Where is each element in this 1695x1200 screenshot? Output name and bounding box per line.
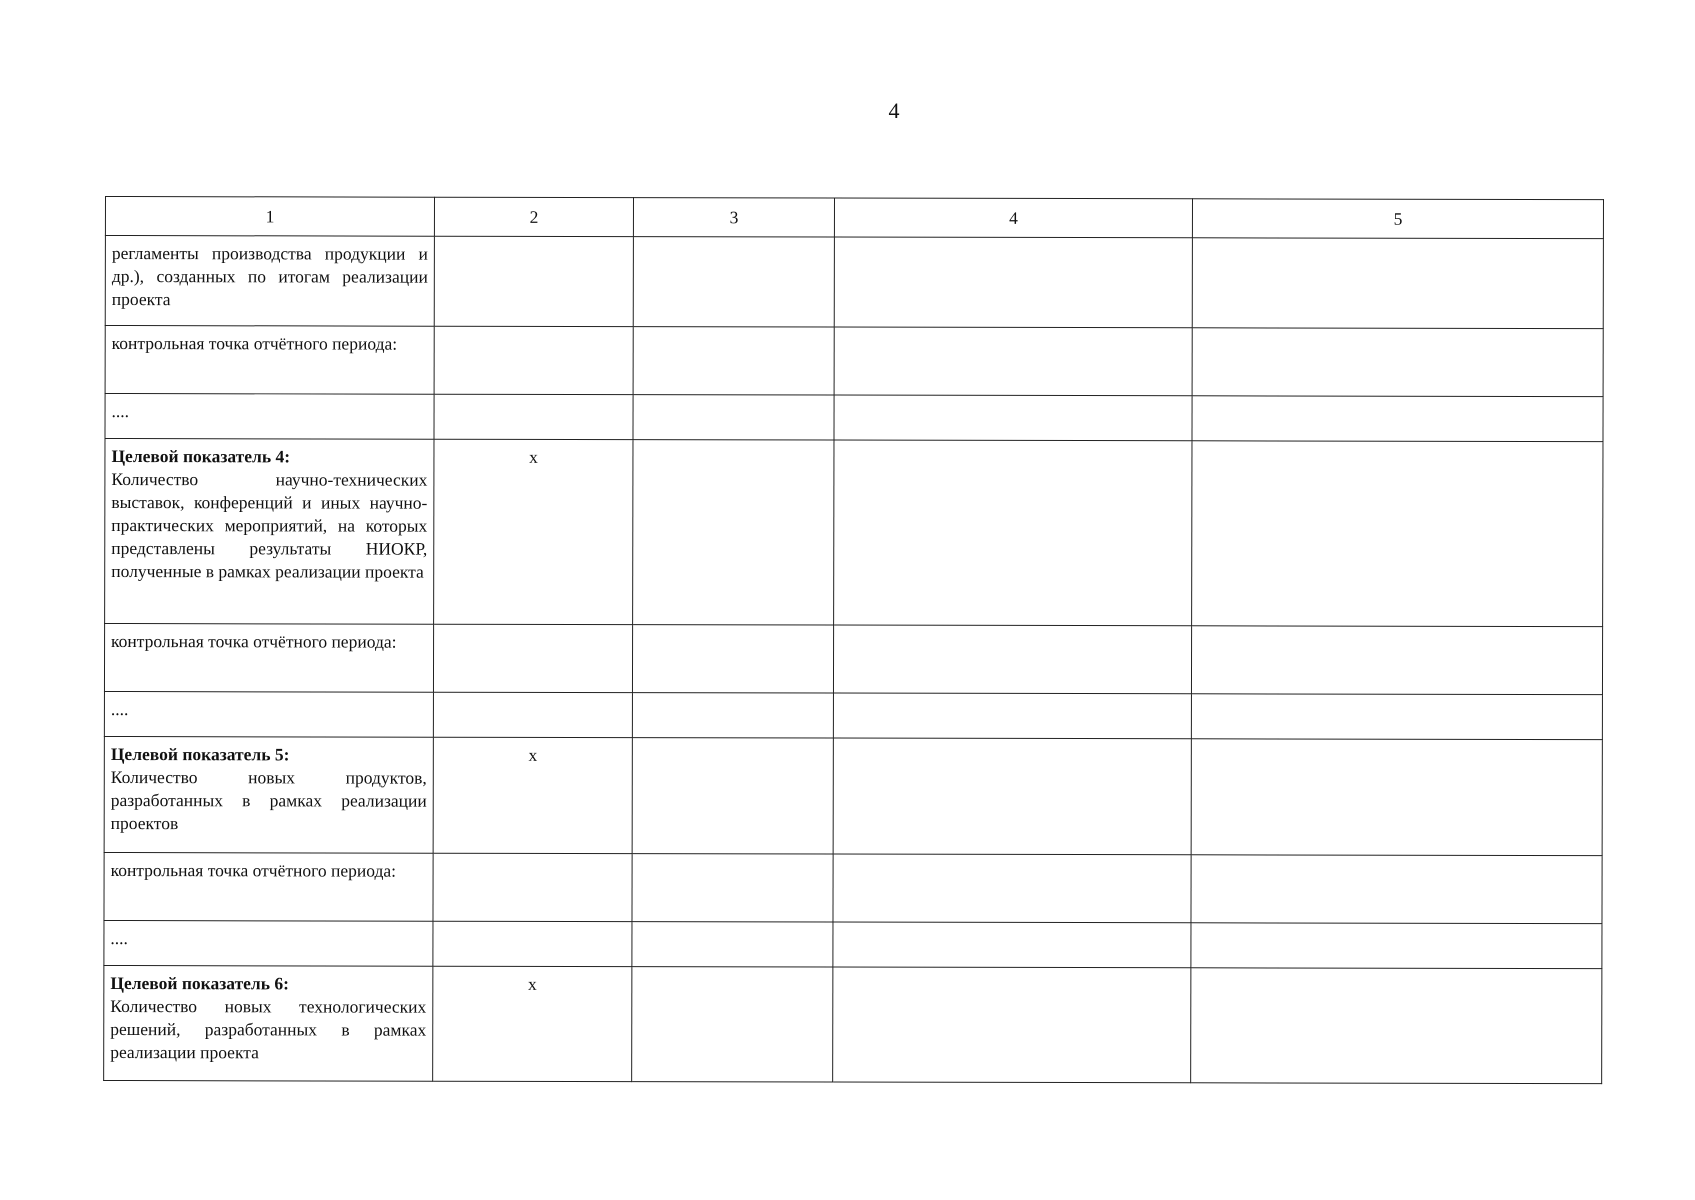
cell-col3 bbox=[632, 693, 833, 738]
indicator-title: Целевой показатель 6: bbox=[110, 973, 289, 994]
indicator-title: Целевой показатель 4: bbox=[111, 446, 291, 467]
cell-col2 bbox=[434, 394, 633, 439]
cell-col4 bbox=[834, 395, 1192, 441]
table-header-row bbox=[105, 197, 1603, 239]
cell-col5 bbox=[1191, 968, 1602, 1084]
control-point-label: контрольная точка отчётного периода: bbox=[105, 326, 434, 395]
cell-col2 bbox=[433, 853, 632, 921]
cell-col5 bbox=[1192, 238, 1603, 329]
cell-col5 bbox=[1191, 855, 1602, 924]
cell-col4 bbox=[833, 967, 1191, 1083]
table-row bbox=[104, 920, 1602, 968]
cell-col5 bbox=[1192, 396, 1603, 442]
cell-col5 bbox=[1191, 626, 1602, 695]
row-label: регламенты производства продукции и др.), созданных по итогам реализации проекта bbox=[105, 236, 434, 327]
cell-col4 bbox=[834, 440, 1192, 626]
cell-col2 bbox=[433, 966, 632, 1081]
x-mark: x bbox=[529, 446, 538, 467]
cell-col2 bbox=[433, 737, 632, 853]
column-header-4: 4 bbox=[834, 198, 1192, 238]
cell-col3 bbox=[632, 854, 833, 922]
indicator-description: Количество научно-технических выставок, конференций и иных научно-практических мероприятий, на которых представлены результаты НИОКР, полученные в рамках реализации проекта bbox=[111, 469, 428, 582]
cell-col5 bbox=[1191, 739, 1602, 856]
cell-col3 bbox=[632, 967, 833, 1082]
table-row bbox=[105, 236, 1603, 329]
cell-col5 bbox=[1191, 694, 1602, 740]
cell-col4 bbox=[833, 922, 1191, 968]
control-point-label: контрольная точка отчётного периода: bbox=[104, 852, 433, 921]
table-row bbox=[104, 691, 1602, 739]
indicator-cell bbox=[105, 439, 434, 625]
cell-col5 bbox=[1192, 328, 1603, 397]
indicator-description: Количество новых технологических решений, разработанных в рамках реализации проекта bbox=[110, 996, 427, 1063]
indicator-title: Целевой показатель 5: bbox=[110, 744, 290, 765]
cell-col2 bbox=[433, 624, 632, 692]
cell-col2 bbox=[433, 921, 632, 966]
cell-col2 bbox=[433, 692, 632, 737]
cell-col3 bbox=[632, 738, 833, 854]
indicator-description: Количество новых продуктов, разработанных в рамках реализации проектов bbox=[110, 767, 427, 834]
table-row bbox=[104, 852, 1602, 923]
x-mark: x bbox=[527, 973, 537, 994]
control-point-label: контрольная точка отчётного периода: bbox=[104, 624, 433, 693]
cell-col2 bbox=[434, 439, 633, 624]
cell-col4 bbox=[833, 693, 1191, 739]
cell-col3 bbox=[633, 440, 834, 625]
column-header-5: 5 bbox=[1192, 199, 1603, 239]
cell-col5 bbox=[1191, 923, 1602, 969]
page-number: 4 bbox=[888, 98, 900, 123]
cell-col2 bbox=[434, 326, 633, 394]
cell-col4 bbox=[833, 738, 1191, 855]
cell-col3 bbox=[633, 237, 834, 327]
table-row bbox=[104, 736, 1602, 855]
column-header-1: 1 bbox=[105, 197, 434, 237]
indicators-table bbox=[103, 196, 1604, 1084]
cell-col2 bbox=[434, 236, 633, 326]
cell-col4 bbox=[834, 327, 1192, 396]
column-header-3: 3 bbox=[633, 198, 834, 237]
cell-col3 bbox=[633, 327, 834, 395]
indicator-cell bbox=[104, 736, 433, 853]
ellipsis-label: .... bbox=[105, 394, 434, 440]
cell-col4 bbox=[833, 854, 1191, 923]
cell-col5 bbox=[1192, 441, 1603, 627]
table-row bbox=[105, 326, 1603, 397]
table-row bbox=[105, 439, 1603, 627]
cell-col3 bbox=[632, 625, 833, 693]
indicator-cell bbox=[104, 965, 433, 1081]
ellipsis-label: .... bbox=[104, 920, 433, 966]
x-mark: x bbox=[528, 744, 538, 765]
table-row bbox=[105, 394, 1603, 442]
cell-col4 bbox=[834, 237, 1192, 328]
table-row bbox=[104, 624, 1602, 695]
cell-col3 bbox=[633, 395, 834, 440]
table-row bbox=[104, 965, 1602, 1083]
cell-col3 bbox=[632, 922, 833, 967]
cell-col4 bbox=[833, 625, 1191, 694]
ellipsis-label: .... bbox=[104, 691, 433, 737]
column-header-2: 2 bbox=[434, 197, 633, 236]
